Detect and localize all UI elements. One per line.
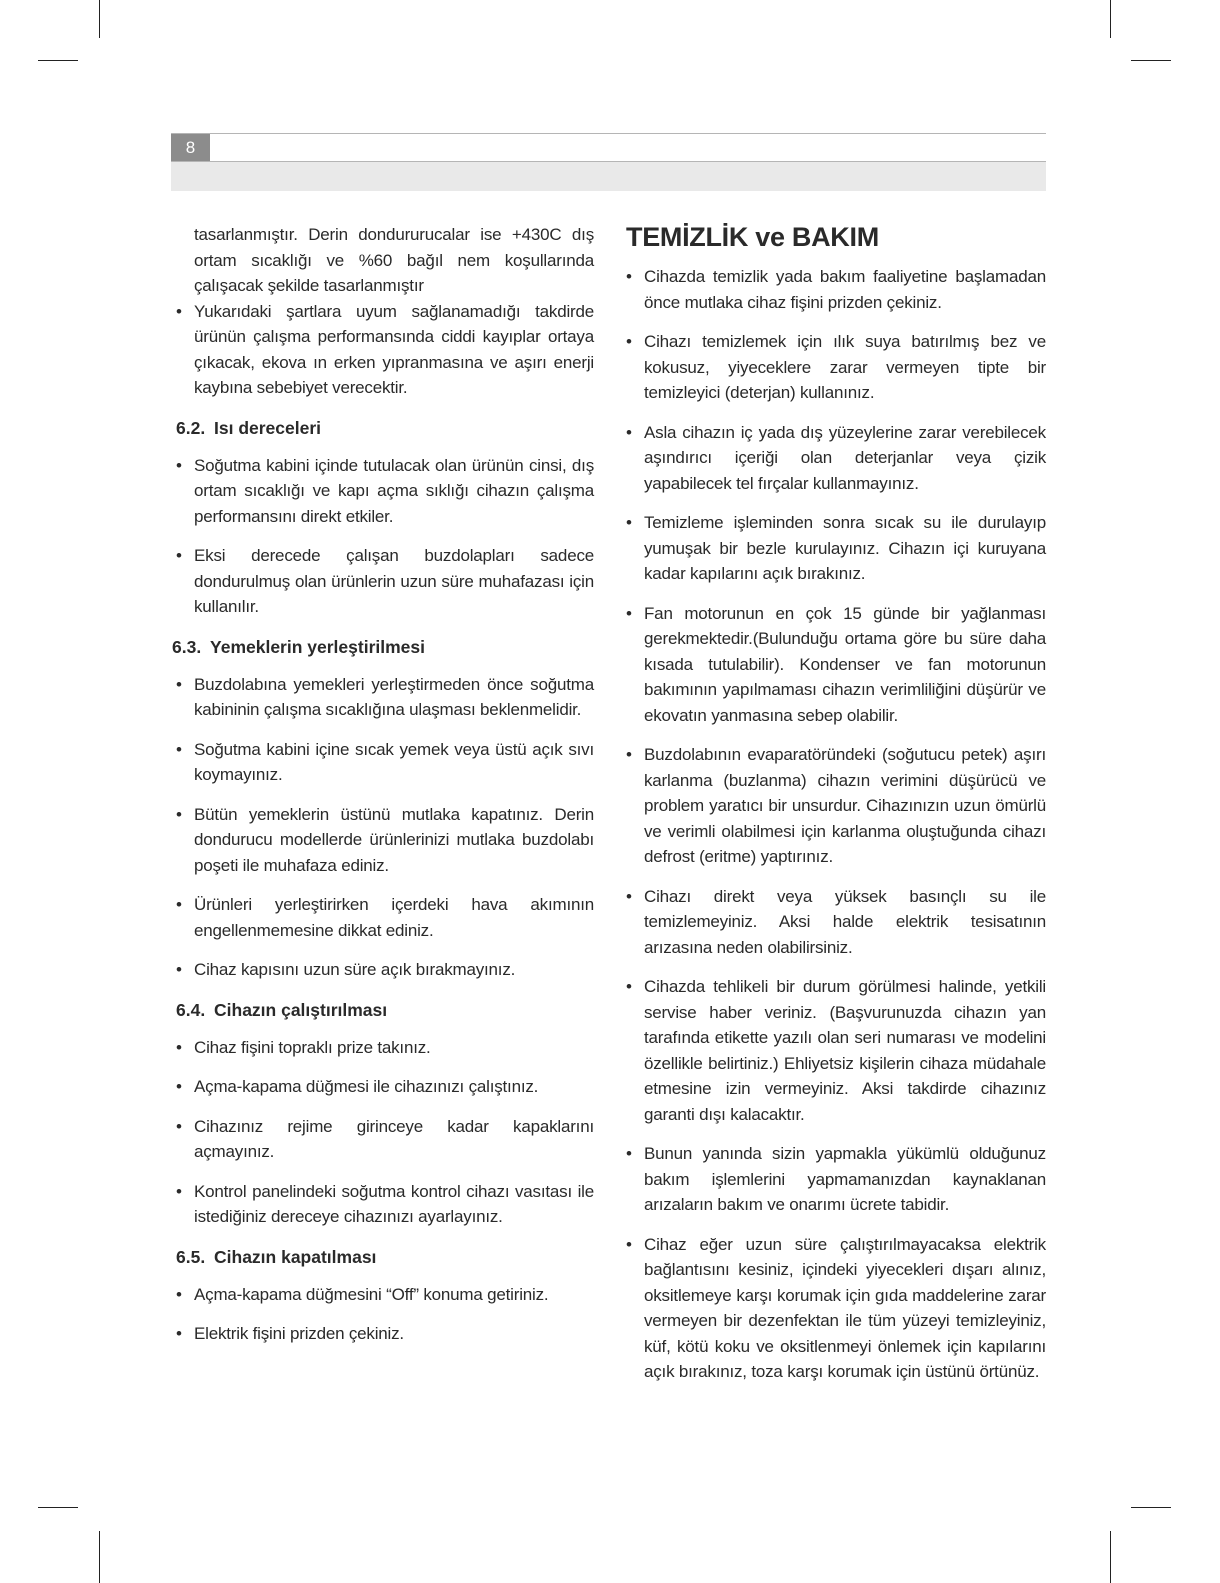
crop-mark xyxy=(38,60,78,61)
section-heading-6-4: 6.4. Cihazın çalıştırılması xyxy=(176,999,388,1020)
list-item: • Buzdolabına yemekleri yerleştirmeden önce soğutma kabininin çalışma sıcaklığına ulaşması beklenmelidir. xyxy=(176,672,594,723)
header-band xyxy=(171,162,1046,191)
list-item: • Asla cihazın iç yada dış yüzeylerine zarar verebilecek aşındırıcı içeriği olan deterjanlar veya çizik yapabilecek tel fırçalar kullanmayınız. xyxy=(626,420,1046,497)
section-6-2-list xyxy=(176,453,594,620)
intro-bullet-list xyxy=(176,299,594,401)
crop-mark xyxy=(99,1531,100,1583)
list-item: • Cihazı temizlemek için ılık suya batırılmış bez ve kokusuz, yiyeceklere zarar vermeyen tipte bir temizleyici (deterjan) kullanınız. xyxy=(626,329,1046,406)
list-item: • Soğutma kabini içinde tutulacak olan ürünün cinsi, dış ortam sıcaklığı ve kapı açma sıklığı cihazın çalışma performansını direkt etkiler. xyxy=(176,453,594,530)
list-item: • Buzdolabının evaparatöründeki (soğutucu petek) aşırı karlanma (buzlanma) cihazın verimini düşürücü ve problem yaratıcı bir unsurdur. Cihazınızın uzun ömürlü ve verimli olabilmesi için karlanma oluştuğunda cihazı defrost (eritme) yaptırınız. xyxy=(626,742,1046,870)
intro-text: tasarlanmıştır. Derin dondururucalar ise +430C dış ortam sıcaklığı ve %60 bağıl nem koşullarında çalışacak şekilde tasarlanmıştır xyxy=(194,225,594,295)
crop-mark xyxy=(1131,1507,1171,1508)
crop-mark xyxy=(99,0,100,38)
page-number: 8 xyxy=(171,134,210,161)
section-6-5-list xyxy=(176,1282,594,1347)
header-rule xyxy=(171,133,1046,134)
section-heading-6-2: 6.2. Isı dereceleri xyxy=(176,417,322,438)
list-item: • Eksi derecede çalışan buzdolapları sadece dondurulmuş olan ürünlerin uzun süre muhafazası için kullanılır. xyxy=(176,543,594,620)
list-item: • Kontrol panelindeki soğutma kontrol cihazı vasıtası ile istediğiniz dereceye cihazınızı ayarlayınız. xyxy=(176,1179,594,1230)
list-item: • Yukarıdaki şartlara uyum sağlanamadığı takdirde ürünün çalışma performansında ciddi kayıplar ortaya çıkacak, ekova ın erken yıpranmasına ve aşırı enerji kaybına sebebiyet verecektir. xyxy=(176,299,594,401)
cleaning-bullet-list xyxy=(626,264,1046,1385)
list-item: • Cihazda temizlik yada bakım faaliyetine başlamadan önce mutlaka cihaz fişini prizden çekiniz. xyxy=(626,264,1046,315)
list-item: • Cihazı direkt veya yüksek basınçlı su ile temizlemeyiniz. Aksi halde elektrik tesisatının arızasına neden olabilirsiniz. xyxy=(626,884,1046,961)
section-6-4-list xyxy=(176,1035,594,1230)
list-item: • Ürünleri yerleştirirken içerdeki hava akımının engellenmemesine dikkat ediniz. xyxy=(176,892,594,943)
list-item: • Temizleme işleminden sonra sıcak su ile durulayıp yumuşak bir bezle kurulayınız. Cihazın içi kuruyana kadar kapılarını açık bırakınız. xyxy=(626,510,1046,587)
list-item: • Soğutma kabini içine sıcak yemek veya üstü açık sıvı koymayınız. xyxy=(176,737,594,788)
list-item: • Açma-kapama düğmesini “Off” konuma getiriniz. xyxy=(176,1282,594,1308)
section-heading-cleaning: TEMİZLİK ve BAKIM xyxy=(626,222,879,252)
list-item: • Cihazda tehlikeli bir durum görülmesi halinde, yetkili servise haber veriniz. (Başvurunuzda cihazın yan tarafında etikette yazılı olan seri numarası ve modelini özellikle belirtiniz.) Ehliyetsiz kişilerin cihaza müdahale etmesine izin vermeyiniz. Aksi takdirde cihazınız garanti dışı kalacaktır. xyxy=(626,974,1046,1127)
list-item: • Açma-kapama düğmesi ile cihazınızı çalıştınız. xyxy=(176,1074,594,1100)
section-6-3-list xyxy=(176,672,594,983)
list-item: • Cihazınız rejime girinceye kadar kapaklarını açmayınız. xyxy=(176,1114,594,1165)
list-item: • Cihaz kapısını uzun süre açık bırakmayınız. xyxy=(176,957,594,983)
left-column xyxy=(172,222,594,1361)
list-item: • Bunun yanında sizin yapmakla yükümlü olduğunuz bakım işlemlerini yapmamanızdan kaynaklanan arızaların bakım ve onarımı ücrete tabidir. xyxy=(626,1141,1046,1218)
section-heading-6-3: 6.3. Yemeklerin yerleştirilmesi xyxy=(172,636,425,657)
list-item: • Cihaz fişini topraklı prize takınız. xyxy=(176,1035,594,1061)
list-item: • Cihaz eğer uzun süre çalıştırılmayacaksa elektrik bağlantısını kesiniz, içindeki yiyecekleri dışarı alınız, oksitlemeye karşı korumak için gıda maddelerine zarar vermeyen bir dezenfektan ile tüm yüzeyi temizleyiniz, küf, kötü koku ve oksitlenmeyi önlemek için kapılarını açık bırakınız, toza karşı korumak için üstünü örtünüz. xyxy=(626,1232,1046,1385)
list-item: • Fan motorunun en çok 15 günde bir yağlanması gerekmektedir.(Bulunduğu ortama göre bu süre daha kısada tutulabilir). Kondenser ve fan motorunun bakımının yapılmaması cihazın verimliliğini düşürür ve ekovatın yanmasına sebep olabilir. xyxy=(626,601,1046,729)
crop-mark xyxy=(38,1507,78,1508)
section-heading-6-5: 6.5. Cihazın kapatılması xyxy=(176,1246,377,1267)
list-item: • Elektrik fişini prizden çekiniz. xyxy=(176,1321,594,1347)
crop-mark xyxy=(1131,60,1171,61)
list-item: • Bütün yemeklerin üstünü mutlaka kapatınız. Derin dondurucu modellerde ürünlerinizi mutlaka buzdolabı poşeti ile muhafaza ediniz. xyxy=(176,802,594,879)
right-column xyxy=(626,222,1046,1399)
crop-mark xyxy=(1110,0,1111,38)
crop-mark xyxy=(1110,1531,1111,1583)
